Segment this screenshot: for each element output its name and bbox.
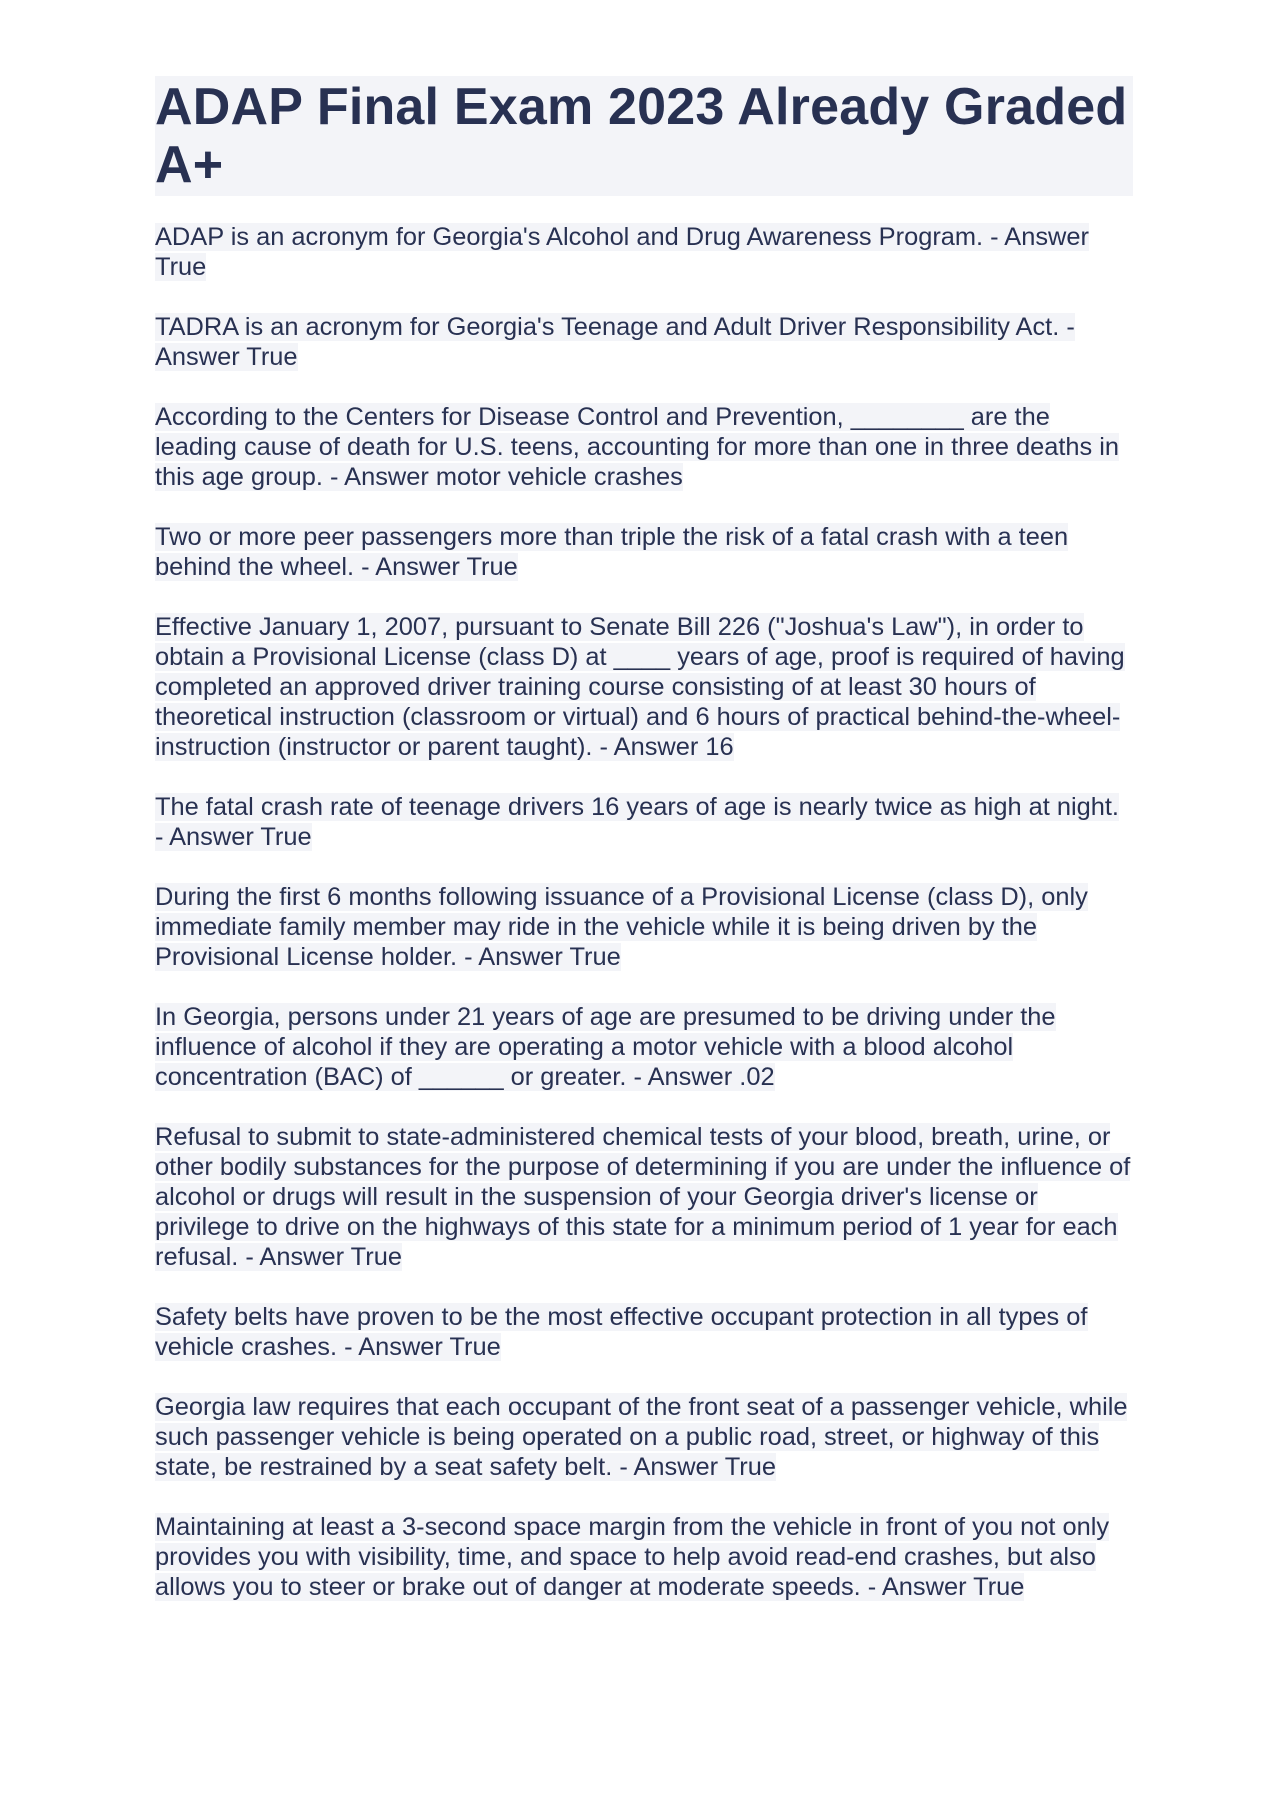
qa-text: Refusal to submit to state-administered chemical tests of your blood, breath, urine, or other bodily substances for the purpose of determining if you are under the influence of alcohol or drugs will result in the suspension of your Georgia driver's license or privilege to drive on the highways of this state for a minimum period of 1 year for each refusal. - Answer True [155, 1123, 1131, 1271]
title-block [155, 76, 1133, 196]
qa-text: The fatal crash rate of teenage drivers 16 years of age is nearly twice as high at night. - Answer True [155, 793, 1119, 851]
qa-entry [155, 402, 1133, 492]
qa-text: TADRA is an acronym for Georgia's Teenage and Adult Driver Responsibility Act. - Answer True [155, 313, 1075, 371]
qa-text: Two or more peer passengers more than triple the risk of a fatal crash with a teen behind the wheel. - Answer True [155, 523, 1069, 581]
qa-entry [155, 1512, 1133, 1602]
qa-text: Safety belts have proven to be the most effective occupant protection in all types of vehicle crashes. - Answer True [155, 1303, 1088, 1361]
document-page [155, 76, 1133, 1632]
qa-entry [155, 1392, 1133, 1482]
qa-text: In Georgia, persons under 21 years of age are presumed to be driving under the influence of alcohol if they are operating a motor vehicle with a blood alcohol concentration (BAC) of ______ or greater. - Answer .02 [155, 1003, 1056, 1091]
qa-text: During the first 6 months following issuance of a Provisional License (class D), only immediate family member may ride in the vehicle while it is being driven by the Provisional License holder. - Answer True [155, 883, 1088, 971]
qa-text: Georgia law requires that each occupant of the front seat of a passenger vehicle, while such passenger vehicle is being operated on a public road, street, or highway of this state, be restrained by a seat safety belt. - Answer True [155, 1393, 1128, 1481]
qa-text: Effective January 1, 2007, pursuant to Senate Bill 226 ("Joshua's Law"), in order to obtain a Provisional License (class D) at ____ years of age, proof is required of having completed an approved driver training course consisting of at least 30 hours of theoretical instruction (classroom or virtual) and 6 hours of practical behind-the-wheel- instruction (instructor or parent taught). - Answer 16 [155, 613, 1125, 761]
qa-text: ADAP is an acronym for Georgia's Alcohol and Drug Awareness Program. - Answer True [155, 223, 1089, 281]
qa-text: According to the Centers for Disease Control and Prevention, ________ are the leading cause of death for U.S. teens, accounting for more than one in three deaths in this age group. - Answer motor vehicle crashes [155, 403, 1120, 491]
qa-entry [155, 1122, 1133, 1272]
qa-entry [155, 1002, 1133, 1092]
document-title: ADAP Final Exam 2023 Already Graded A+ [155, 78, 1128, 194]
qa-entry [155, 522, 1133, 582]
qa-entry [155, 792, 1133, 852]
qa-entry [155, 1302, 1133, 1362]
qa-entry [155, 222, 1133, 282]
qa-entry [155, 612, 1133, 762]
qa-text: Maintaining at least a 3-second space margin from the vehicle in front of you not only provides you with visibility, time, and space to help avoid read-end crashes, but also allows you to steer or brake out of danger at moderate speeds. - Answer True [155, 1513, 1110, 1601]
qa-entry [155, 312, 1133, 372]
qa-entry [155, 882, 1133, 972]
